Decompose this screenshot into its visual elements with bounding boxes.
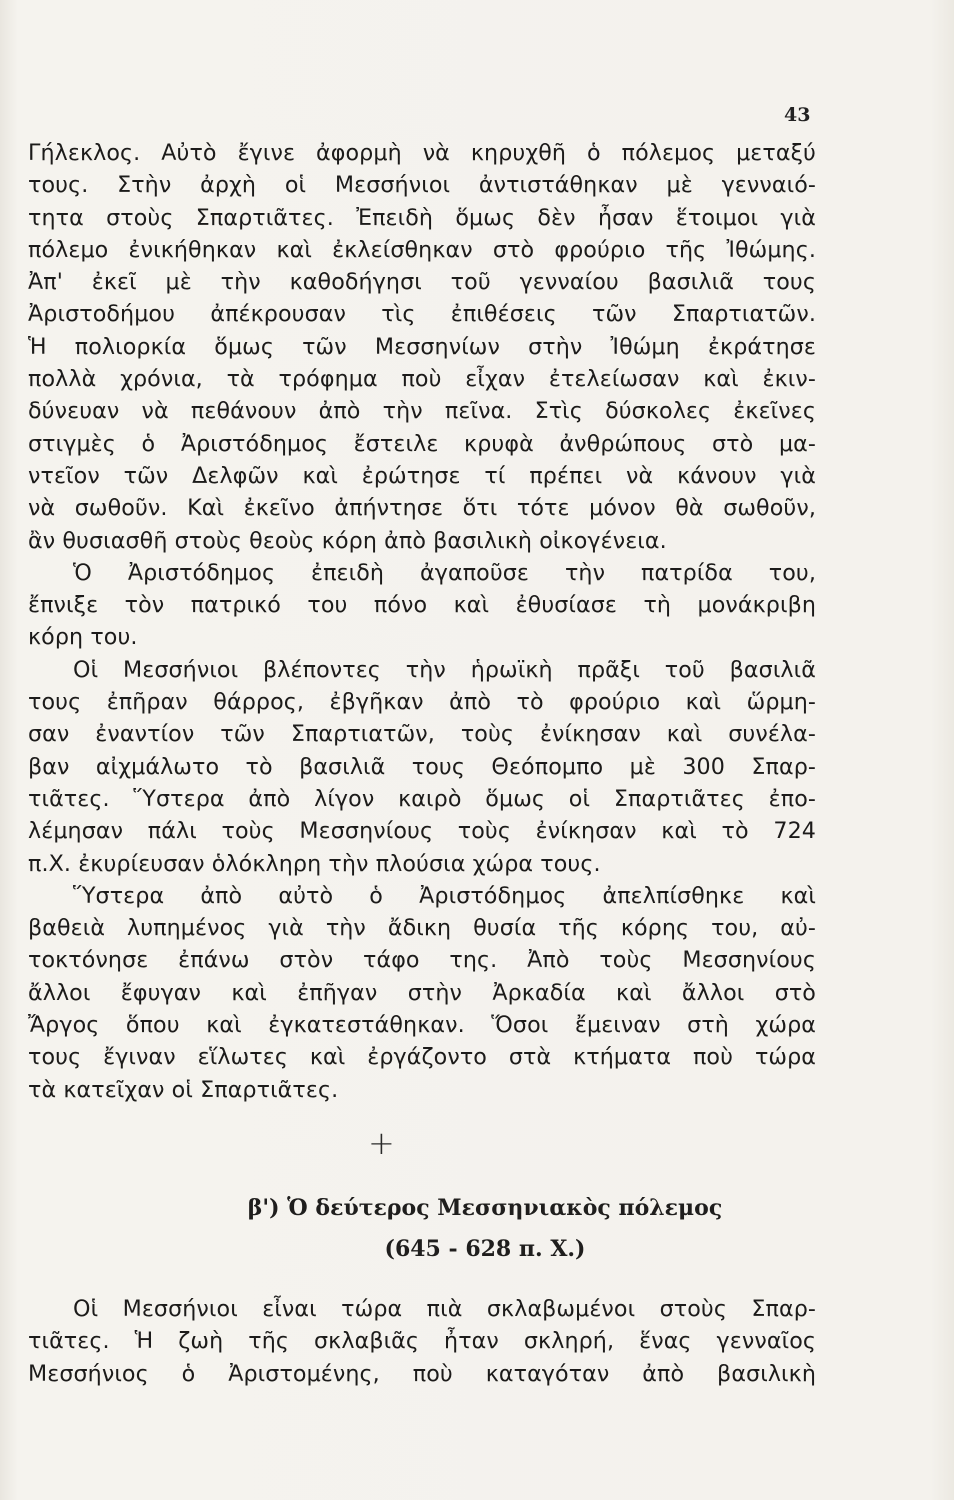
handwritten-cross-mark: +: [368, 1124, 395, 1162]
body-text-bottom: [28, 1293, 816, 1390]
text-line: βαθειὰ λυπημένος γιὰ τὴν ἄδικη θυσία τῆς κόρης του, αὐ-: [28, 915, 816, 942]
text-line: ἔπνιξε τὸν πατρικό του πόνο καὶ ἐθυσίασε τὴ μονάκριβη: [28, 592, 816, 619]
text-line: Ἀριστοδήμου ἀπέκρουσαν τὶς ἐπιθέσεις τῶν Σπαρτιατῶν.: [28, 301, 816, 328]
text-line: πολλὰ χρόνια, τὰ τρόφημα ποὺ εἶχαν ἐτελείωσαν καὶ ἐκιν-: [28, 366, 816, 393]
text-line: τητα στοὺς Σπαρτιᾶτες. Ἐπειδὴ ὅμως δὲν ἦσαν ἕτοιμοι γιὰ: [28, 204, 816, 231]
body-text-top: [28, 137, 816, 1106]
text-line: Ἡ πολιορκία ὅμως τῶν Μεσσηνίων στὴν Ἰθώμη ἐκράτησε: [28, 333, 816, 360]
text-line: τους. Στὴν ἀρχὴ οἱ Μεσσήνιοι ἀντιστάθηκαν μὲ γενναιό-: [28, 172, 816, 199]
text-line: Ἀπ' ἐκεῖ μὲ τὴν καθοδήγησι τοῦ γενναίου βασιλιᾶ τους: [28, 269, 816, 296]
page-number: 43: [784, 104, 811, 126]
text-line: βαν αἰχμάλωτο τὸ βασιλιᾶ τους Θεόπομπο μὲ 300 Σπαρ-: [28, 753, 816, 780]
text-line: τιᾶτες. Ἡ ζωὴ τῆς σκλαβιᾶς ἦταν σκληρή, ἕνας γενναῖος: [28, 1328, 816, 1355]
section-heading: β') Ὁ δεύτερος Μεσσηνιακὸς πόλεμος: [247, 1195, 723, 1221]
text-line: Γήλεκλος. Αὐτὸ ἔγινε ἀφορμὴ νὰ κηρυχθῆ ὁ πόλεμος μεταξύ: [28, 140, 816, 166]
text-line: Μεσσήνιος ὁ Ἀριστομένης, ποὺ καταγόταν ἀπὸ βασιλικὴ: [28, 1360, 816, 1387]
text-line: στιγμὲς ὁ Ἀριστόδημος ἔστειλε κρυφὰ ἀνθρώπους στὸ μα-: [28, 430, 816, 457]
text-line: ἂν θυσιασθῆ στοὺς θεοὺς κόρη ἀπὸ βασιλικὴ οἰκογένεια.: [28, 527, 667, 554]
text-line: ντεῖον τῶν Δελφῶν καὶ ἐρώτησε τί πρέπει νὰ κάνουν γιὰ: [28, 462, 816, 489]
text-line: λέμησαν πάλι τοὺς Μεσσηνίους τοὺς ἐνίκησαν καὶ τὸ 724: [28, 818, 816, 845]
text-line: τους ἐπῆραν θάρρος, ἐβγῆκαν ἀπὸ τὸ φρούριο καὶ ὥρμη-: [28, 689, 816, 716]
text-line: Οἱ Μεσσήνιοι εἶναι τώρα πιὰ σκλαβωμένοι στοὺς Σπαρ-: [73, 1296, 816, 1322]
text-line: δύνευαν νὰ πεθάνουν ἀπὸ τὴν πεῖνα. Στὶς δύσκολες ἐκεῖνες: [28, 398, 816, 425]
text-line: πόλεμο ἐνικήθηκαν καὶ ἐκλείσθηκαν στὸ φρούριο τῆς Ἰθώμης.: [28, 236, 816, 263]
text-line: Ὕστερα ἀπὸ αὐτὸ ὁ Ἀριστόδημος ἀπελπίσθηκε καὶ: [73, 882, 816, 909]
text-line: τους ἔγιναν εἵλωτες καὶ ἐργάζοντο στὰ κτήματα ποὺ τώρα: [28, 1044, 816, 1071]
text-line: Ἄργος ὅπου καὶ ἐγκατεστάθηκαν. Ὅσοι ἔμειναν στὴ χώρα: [28, 1012, 816, 1039]
text-line: π.Χ. ἐκυρίευσαν ὁλόκληρη τὴν πλούσια χώρα τους.: [28, 850, 601, 877]
text-line: νὰ σωθοῦν. Καὶ ἐκεῖνο ἀπήντησε ὅτι τότε μόνον θὰ σωθοῦν,: [28, 495, 816, 522]
text-line: τιᾶτες. Ὕστερα ἀπὸ λίγον καιρὸ ὅμως οἱ Σπαρτιᾶτες ἐπο-: [28, 785, 816, 812]
text-line: τὰ κατεῖχαν οἱ Σπαρτιᾶτες.: [28, 1076, 339, 1103]
text-line: κόρη του.: [28, 624, 138, 651]
text-line: σαν ἐναντίον τῶν Σπαρτιατῶν, τοὺς ἐνίκησαν καὶ συνέλα-: [28, 721, 816, 748]
text-line: Ὁ Ἀριστόδημος ἐπειδὴ ἀγαποῦσε τὴν πατρίδα του,: [73, 559, 816, 586]
text-line: Οἱ Μεσσήνιοι βλέποντες τὴν ἡρωϊκὴ πρᾶξι τοῦ βασιλιᾶ: [73, 656, 816, 683]
text-line: τοκτόνησε ἐπάνω στὸν τάφο της. Ἀπὸ τοὺς Μεσσηνίους: [28, 947, 816, 974]
text-line: ἄλλοι ἔφυγαν καὶ ἐπῆγαν στὴν Ἀρκαδία καὶ ἄλλοι στὸ: [28, 979, 816, 1006]
section-dates: (645 - 628 π. Χ.): [384, 1236, 586, 1262]
